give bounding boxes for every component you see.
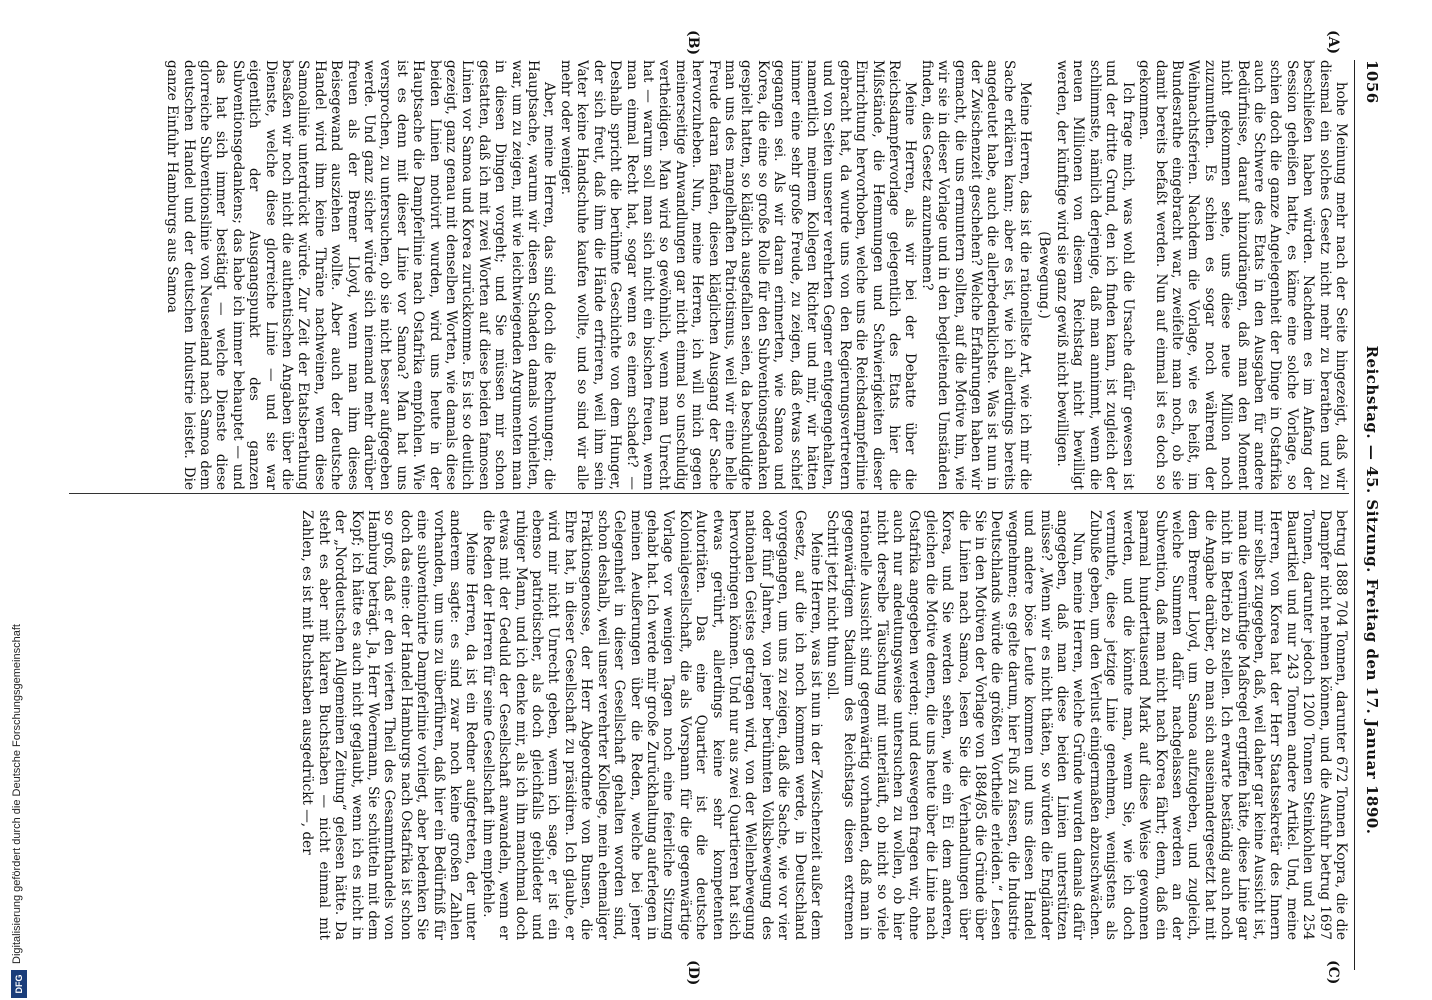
right-column — [19, 510, 1349, 940]
running-title: Reichstag. — 45. Sitzung. Freitag den 17. Januar 1890. — [1363, 345, 1381, 835]
paragraph: hohe Meinung mehr nach der Seite hingezeigt, daß wir diesmal ein solches Gesetz nicht mehr zu berathen und zu beschließen haben würden. Nachdem es im Anfang der Session geheißen hatte, es käme eine solche Vorlage, so schien doch die ganze Angelegenheit der Dinge in Ostafrika auch die Schwere des Etats in den Ausgaben für andere Bedürfnisse, darauf hinzudrängen, daß man den Moment nicht gekommen sehe, uns diese neue Million noch zuzumuthen. Es schien es sogar noch während der Weihnachtsferien. Nachdem die Vorlage, wie es heißt, im Bundesrathe eingebracht war, zweifelte man noch, ob sie damit bereits befaßt werden. Nun auf einmal ist es doch so gekommen. — [1136, 60, 1349, 490]
header-rule — [1354, 60, 1355, 970]
margin-marker-c: (C) — [1325, 960, 1341, 985]
paragraph: Meine Herren, als wir bei der Debatte über die Reichsdampfervorlage gelegentlich des Etats hier die Mißstände, die Hemmungen und Schwierigkeiten dieser Einrichtung hervorhoben, welche uns die Reichsdampferlinie gebracht hat, da wurde uns von den Regierungsvertretern und von Seiten unserer verehrten Gegner entgegengehalten, namentlich meinem Kollegen Richter und mir, wir hätten immer eine sehr große Freude, zu zeigen, daß etwas schief gegangen sei. Als wir daran erinnerten, wie Samoa und Korea, die eine so große Rolle für den Subventionsgedanken gespielt hatten, so kläglich ausgefallen seien, da beschuldigte man uns des mangelhaften Patriotismus, weil wir eine helle Freude daran fänden, diesen kläglichen Ausgang der Sache hervorzuheben. Nun, meine Herren, ich will mich gegen meinerseitige Anwandlungen gar nicht einmal so unschuldig vertheidigen. Man wird so gewöhnlich, wenn man Unrecht hat — warum soll man sich nicht ein bischen freuen, wenn man einmal Recht hat, sogar wenn es einem schadet? — Deshalb spricht die berühmte Geschichte von dem Hunger, der sich freut, daß ihm die Hände erfrieren, weil ihm sein Vater keine Handschuhe kaufen wollte, und so sind wir alle mehr oder weniger. — [557, 60, 919, 490]
page-header — [1355, 60, 1385, 960]
column-divider — [69, 493, 1349, 494]
margin-marker-b: (B) — [685, 30, 701, 56]
paragraph: Meine Herren, was ist nun in der Zwischenzeit außer dem Gesetz, auf die ich noch kommen werde, in Deutschland vorgegangen, um uns zu zeigen, daß die Sache, wie vor vier oder fünf Jahren, von jener berühmten Volksbewegung des nationalen Geistes getragen wird, von der Wellenbewegung hervorbringen können. Und nur aus zwei Quartieren hat sich etwas gerührt, allerdings keine sehr kompetenten Autoritäten. Das eine Quartier ist die deutsche Kolonialgesellschaft, die als Vorspann für die gegenwärtige Vorlage vor wenigen Tagen noch eine feierliche Sitzung gehabt hat. Ich werde mir große Zurückhaltung auferlegen in meinen Aeußerungen über die Reden, welche bei jener Gelegenheit in dieser Gesellschaft gehalten worden sind, schon deshalb, weil unser verehrter Kollege, mein ehemaliger Fraktionsgenosse, der Herr Abgeordnete von Bunsen, die Ehre hat, in dieser Gesellschaft zu präsidiren. Ich glaube, er wird mir nicht Unrecht geben, wenn ich sage, er ist ein ebenso patriotischer, als doch gleichfalls gebildeter und ruhiger Mann, und ich denke mir, als ich ihn manchmal doch etwas mit der Geduld der Gesellschaft anwandeln, wenn er die Reden der Herren für seine Gesellschaft ihm empfehle. — [479, 510, 824, 940]
margin-marker-a: (A) — [1325, 30, 1341, 55]
document-page — [1, 0, 1401, 1000]
paragraph: Meine Herren, das ist die rationellste Art, wie ich mir die Sache erklären kann; aber es ist, wie ich allerdings bereits angedeutet habe, auch die allerbedenklichste. Was ist nun in der Zwischenzeit geschehen? Welche Erfahrungen haben wir gemacht, die uns ermuntern sollten, auf die Motive hin, wie wir sie in dieser Vorlage und in den begleitenden Umständen finden, dies Gesetz anzunehmen? — [918, 60, 1034, 490]
dfg-logo: DFG — [11, 970, 27, 998]
paragraph: Aber, meine Herren, das sind doch die Rechnungen; die Hauptsache, warum wir diesen Schaden damals vorhielten, war, um zu zeigen, mit wie leichtwiegenden Argumenten man in diesen Dingen vorgeht; und Sie müssen mir schon gestatten, daß ich mit zwei Worten auf diese beiden famosen Linien vor Samoa und Korea zurückkomme. Es ist so deutlich gezeigt, ganz genau mit denselben Worten, wie damals diese beiden Linien motivirt wurden, wird uns heute in der Hauptsache die Dampferlinie nach Ostafrika empfohlen. Wie ist es denn mit dieser Linie vor Samoa? Man hat uns versprochen, zu untersuchen, ob sie nicht besser aufgegeben werde. Und ganz sicher würde sich niemand mehr darüber freuen als der Bremer Lloyd, wenn man ihm dieses Beisegewand ausziehen wollte. Aber auch der deutsche Handel wird ihm keine Thräne nachweinen, wenn diese Samoalinie unterdrückt würde. Zur Zeit der Etatsberathung besaßen wir noch nicht die authentischen Angaben über die Dienste, welche diese glorreiche Linie — und sie war eigentlich der Ausgangspunkt des ganzen Subventionsgedankens; das habe ich immer behauptet — und das hat sich immer bestätigt — welche Dienste diese glorreiche Subventionslinie von Neuseeland nach Samoa dem deutschen Handel und der deutschen Industrie leistet. Die ganze Einfuhr Hamburgs aus Samoa — [164, 60, 558, 490]
paragraph: Meine Herren, da ist ein Redner aufgetreten, der unter anderem sagte: es sind zwar noch keine großen Zahlen vorhanden, um uns zu überführen, daß hier ein Bedürfniß für eine subventionirte Dampferlinie vorliegt, aber bedenken Sie doch das eine: der Handel Hamburgs nach Ostafrika ist schon so groß, daß er den vierten Theil des Gesammthandels von Hamburg beträgt. Ja, Herr Woermann, Sie schütteln mit dem Kopf; ich hätte es auch nicht geglaubt, wenn ich es nicht in der „Norddeutschen Allgemeinen Zeitung“ gelesen hätte. Da steht es aber mit klaren Buchstaben — nicht einmal mit Zahlen, es ist mit Buchstaben ausgedrückt —, der — [299, 510, 480, 940]
paragraph: Nun, meine Herren, welche Gründe wurden damals dafür angegeben, daß man diese beiden Linien unterstützen müsse? „Wenn wir es nicht thäten, so würden die Engländer und andere böse Leute kommen und uns diesen Handel wegnehmen; es gelte darum, hier Fuß zu fassen, die Industrie Deutschlands würde die größten Vortheile erleiden.“ Lesen Sie in den Motiven der Vorlage von 1884/85 die Gründe über die Linien nach Samoa, lesen Sie die Verhandlungen über Korea, und Sie werden sehen, wie ein Ei dem anderen, gleichen die Motive denen, die uns heute über die Linie nach Ostafrika angegeben werden; und deswegen fragen wir, ohne auch nur andeutungsweise untersuchen zu wollen, ob hier nicht derselbe Täuschung mit unterläuft, ob nicht so viele rationelle Aussicht sind gegenwärtig vorhanden, daß man in gegenwärtigem Stadium des Reichstags diesen extremen Schritt jetzt nicht thun soll. — [824, 510, 1087, 940]
paragraph: Ich frage mich, was wohl die Ursache dafür gewesen ist und der dritte Grund, den ich finden kann, ist zugleich der schlimmste, nämlich derjenige, daß man annimmt, wenn die neuen Millionen von diesem Reichstag nicht bewilligt werden, der künftige wird sie ganz gewiß nicht bewilligen. — [1054, 60, 1136, 490]
credit-text: Digitalisierung gefördert durch die Deutsche Forschungsgemeinschaft — [11, 624, 23, 964]
page-number: 1056 — [1363, 60, 1381, 104]
interjection: (Bewegung.) — [1035, 231, 1052, 319]
margin-marker-d: (D) — [685, 960, 701, 986]
paragraph: betrug 1888 704 Tonnen, darunter 672 Tonnen Kopra, die die Dampfer nicht nehmen können, und die Ausfuhr betrug 1697 Tonnen, darunter jedoch 1200 Tonnen Steinkohlen und 254 Bauartikel und nur 243 Tonnen andere Artikel. Und, meine Herren, von Korea hat der Herr Staatssekretär des Innern mir selbst zugegeben, daß, weil daher gar keine Aussicht ist, man die vernünftige Maßregel ergriffen hätte, diese Linie gar nicht in Betrieb zu stellen. Ich erwarte beständig auch noch die Angabe darüber, ob man sich auseinandergesetzt hat mit dem Bremer Lloyd, um Samoa aufzugeben, und zugleich, welche Summen dafür nachgelassen werden an der Subvention, daß man nicht nach Korea fährt; denn, daß ein paarmal hunderttausend Mark auf diese Weise gewonnen werden, und die könnte man, wenn Sie, wie ich doch vermuthe, diese jetzige Linie genehmen, wenigstens als Zubuße geben, um den Verlust einigermaßen abzuschwächen. — [1086, 510, 1349, 940]
digitization-credit — [9, 0, 39, 1000]
left-column — [19, 60, 1349, 490]
